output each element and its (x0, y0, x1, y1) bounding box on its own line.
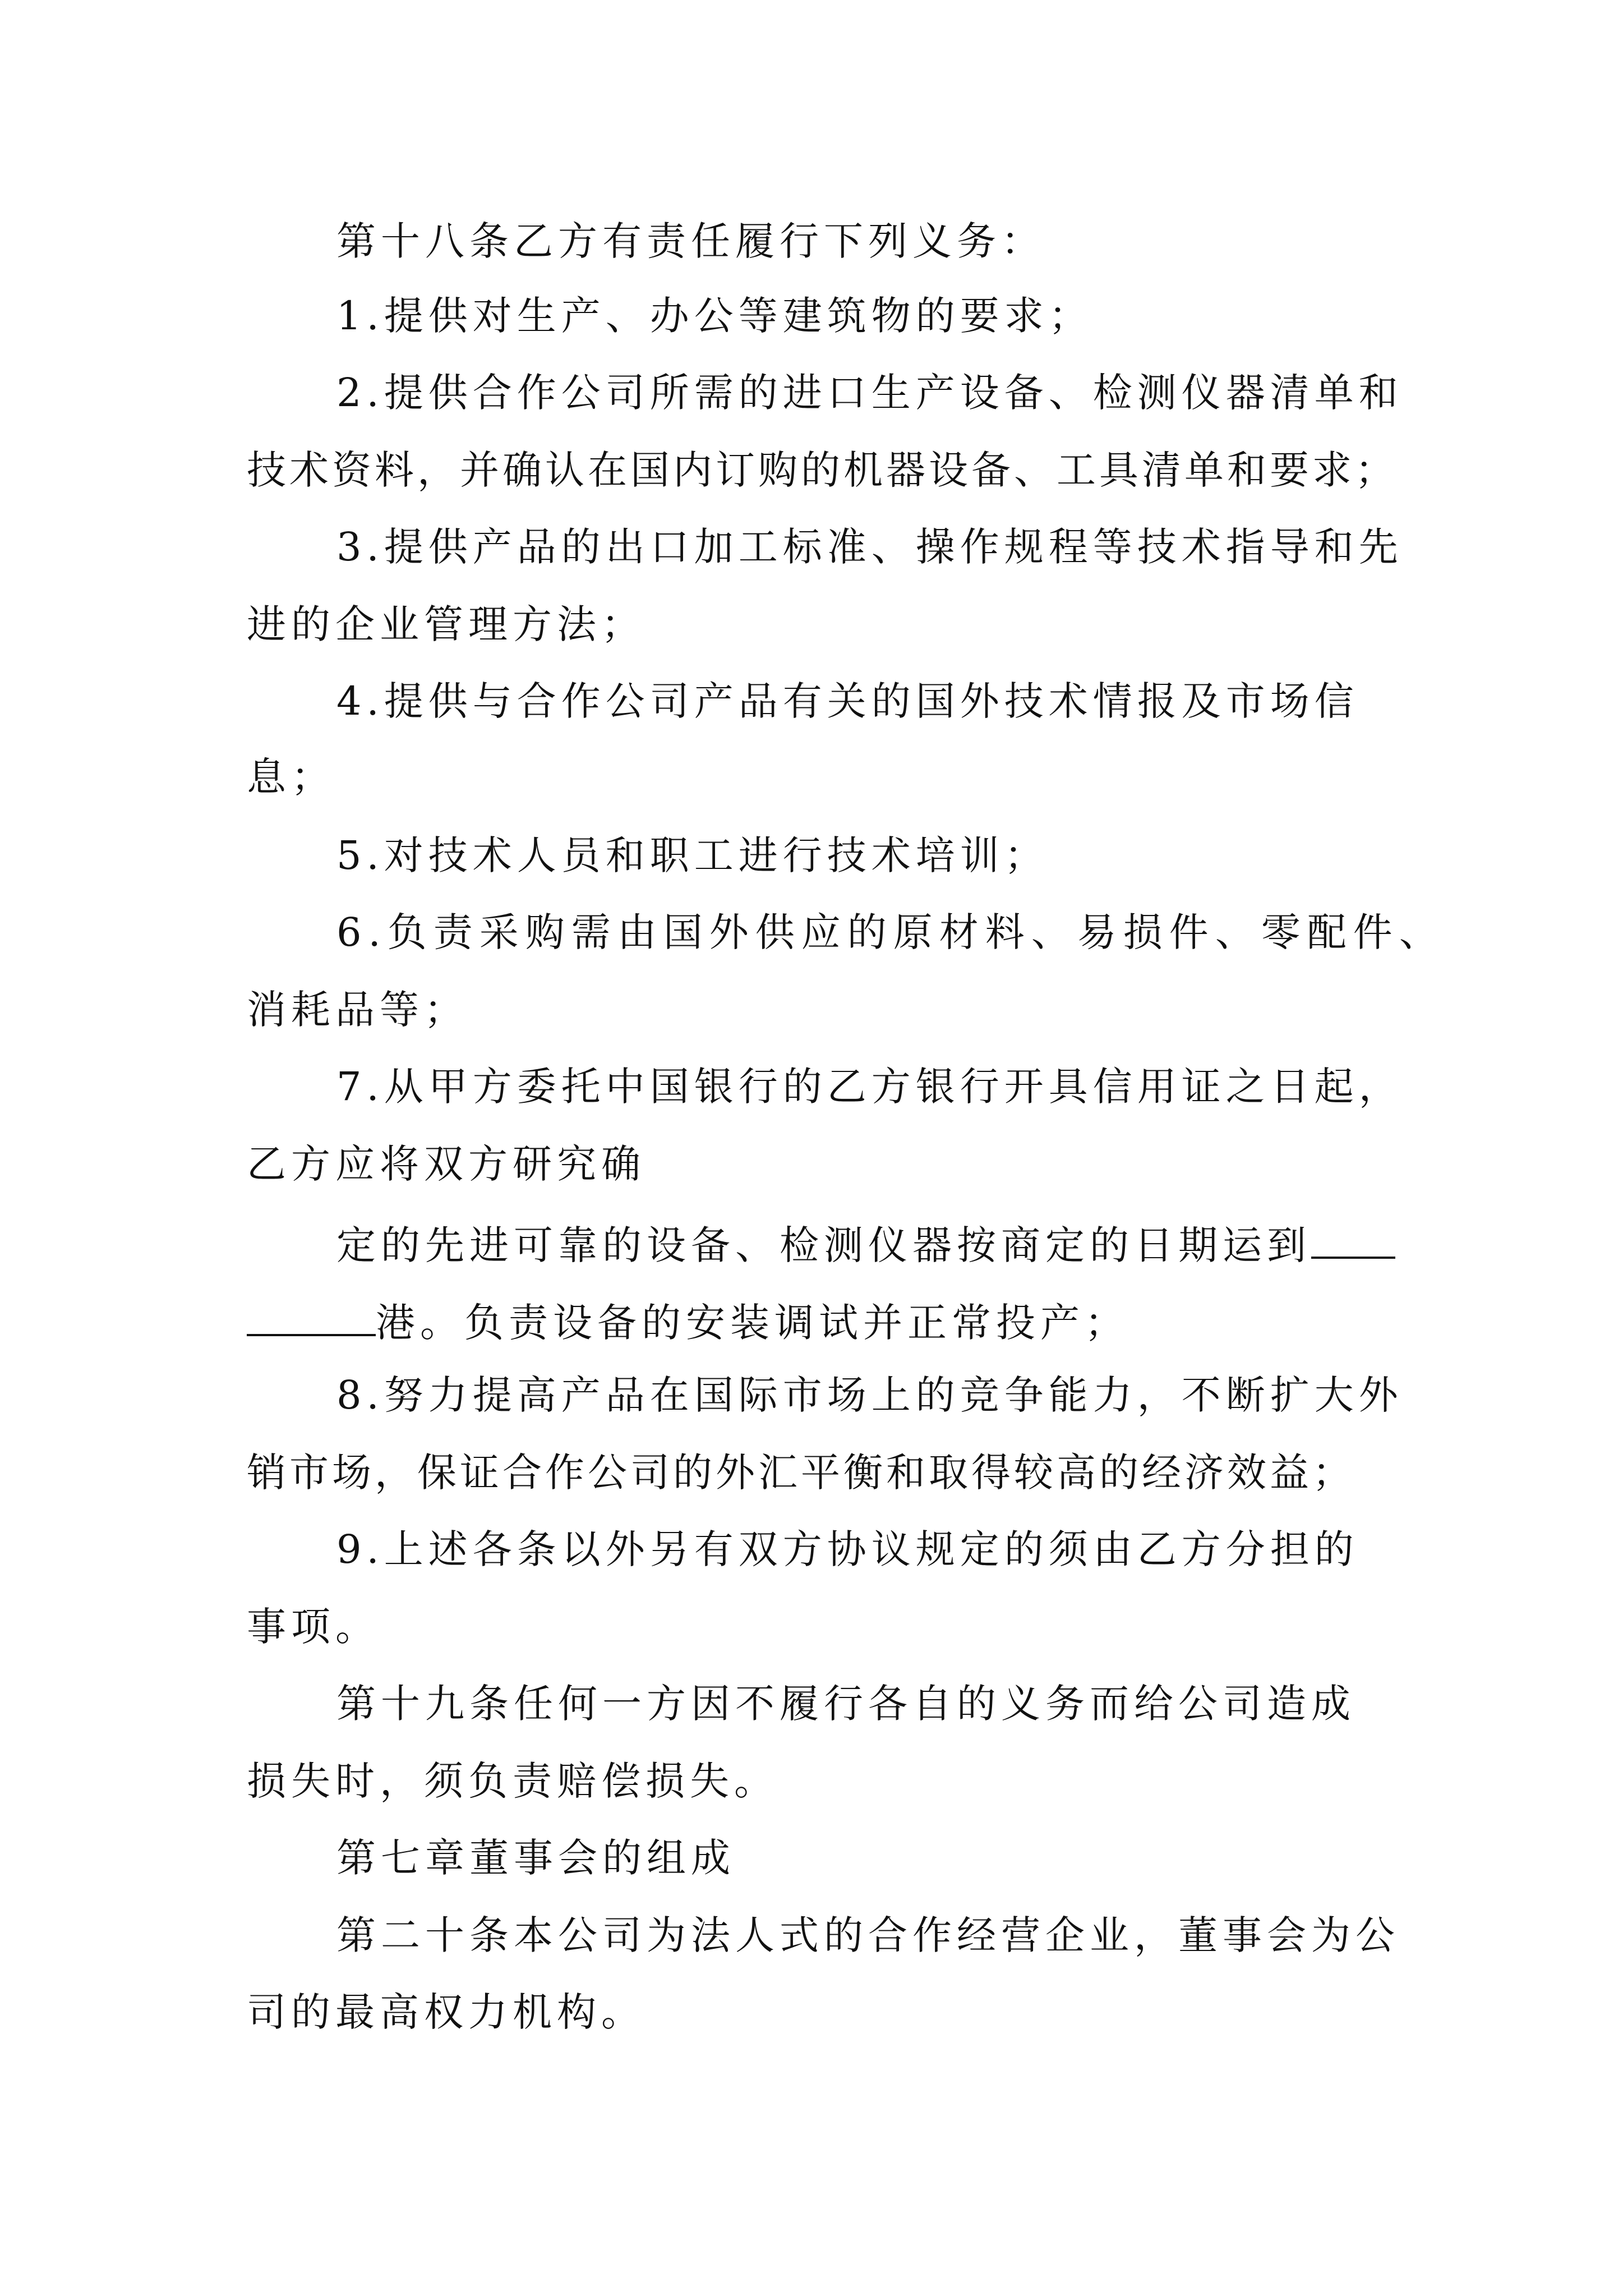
article-20-continued: 司的最高权力机构。 (247, 1989, 645, 2035)
list-item-3: 3.提供产品的出口加工标准、操作规程等技术指导和先 (336, 524, 1403, 570)
list-item-7-continued: 乙方应将双方研究确 (247, 1141, 645, 1187)
list-item-9-continued: 事项。 (247, 1604, 380, 1650)
list-item-5: 5.对技术人员和职工进行技术培训； (336, 832, 1049, 878)
port-blank-line-continued (247, 1299, 376, 1336)
article-18-heading: 第十八条乙方有责任履行下列义务： (336, 218, 1045, 264)
list-item-7-port-text: 港。负责设备的安装调试并正常投产； (376, 1300, 1129, 1346)
list-item-8: 8.努力提高产品在国际市场上的竞争能力，不断扩大外 (336, 1372, 1403, 1418)
list-item-2: 2.提供合作公司所需的进口生产设备、检测仪器清单和 (336, 370, 1403, 416)
article-19-continued: 损失时，须负责赔偿损失。 (247, 1758, 778, 1804)
list-item-7: 7.从甲方委托中国银行的乙方银行开具信用证之日起， (336, 1064, 1403, 1110)
list-item-1: 1.提供对生产、办公等建筑物的要求； (336, 293, 1093, 339)
port-blank-line (1311, 1221, 1395, 1259)
chapter-7-heading: 第七章董事会的组成 (336, 1835, 735, 1881)
list-item-6: 6.负责采购需由国外供应的原材料、易损件、零配件、 (336, 909, 1445, 955)
list-item-6-continued: 消耗品等； (247, 987, 468, 1033)
list-item-7-paragraph-continued (247, 1299, 1129, 1346)
list-item-4-continued: 息； (247, 754, 335, 800)
list-item-9: 9.上述各条以外另有双方协议规定的须由乙方分担的 (336, 1526, 1359, 1572)
article-20: 第二十条本公司为法人式的合作经营企业，董事会为公 (336, 1912, 1400, 1958)
list-item-7-paragraph (336, 1221, 1395, 1268)
list-item-7-text: 定的先进可靠的设备、检测仪器按商定的日期运到 (336, 1222, 1311, 1268)
list-item-2-continued: 技术资料，并确认在国内订购的机器设备、工具清单和要求； (247, 447, 1398, 493)
list-item-3-continued: 进的企业管理方法； (247, 601, 645, 647)
list-item-4: 4.提供与合作公司产品有关的国外技术情报及市场信 (336, 678, 1359, 724)
list-item-8-continued: 销市场，保证合作公司的外汇平衡和取得较高的经济效益； (247, 1450, 1355, 1496)
article-19: 第十九条任何一方因不履行各自的义务而给公司造成 (336, 1681, 1355, 1727)
